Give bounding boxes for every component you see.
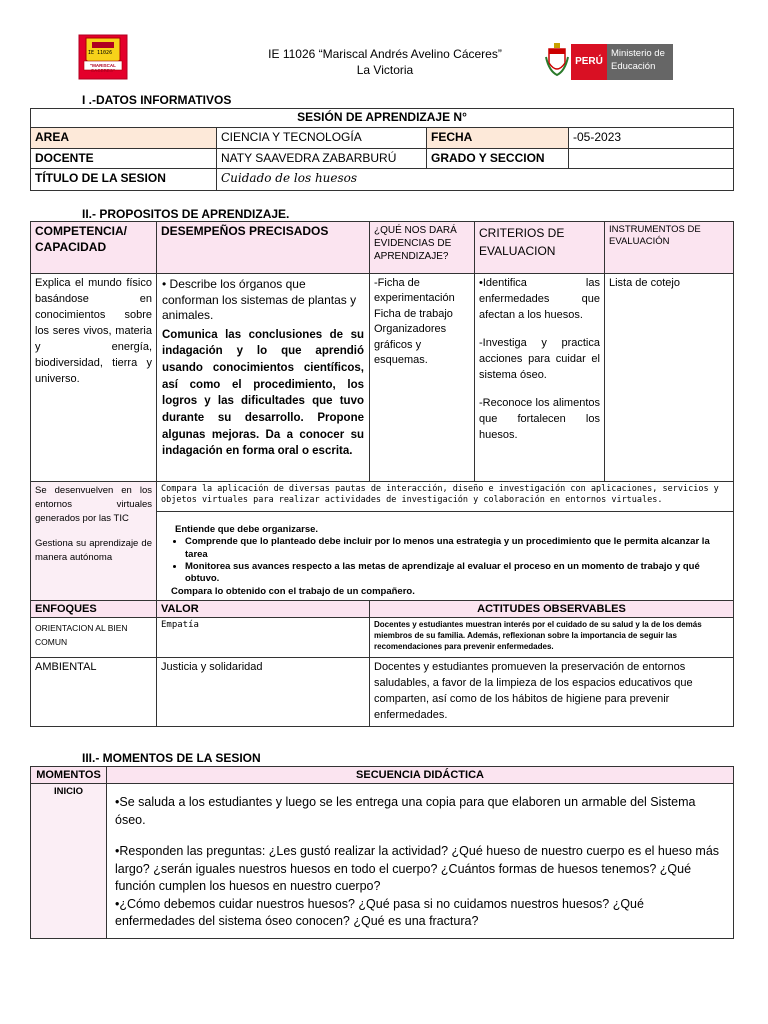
tic-competencia: Se desenvuelven en los entornos virtuales generados por las TIC [35,485,152,524]
tic-gestiona: Gestiona su aprendizaje de manera autónoma [35,538,152,564]
actitudes-header: ACTITUDES OBSERVABLES [370,601,734,618]
evidencia-1: -Ficha de experimentación [374,277,455,305]
autonomo-item-4: Compara lo obtenido con el trabajo de un compañero. [171,585,415,597]
actitud-1: Docentes y estudiantes muestran interés por el cuidado de su salud y la de los demás miembros de su familia. Además, reflexionan sobre la importancia de seguir las recomendaciones para prevenir enfermedades. [370,618,734,658]
grado-value [569,148,734,169]
instrumento-text: Lista de cotejo [605,274,734,482]
datos-table [30,108,734,191]
grado-label: GRADO Y SECCION [427,148,569,169]
autonomo-item-1: Entiende que debe organizarse. [175,524,319,535]
titulo-label: TÍTULO DE LA SESION [31,169,217,191]
enfoques-header: ENFOQUES [31,601,157,618]
fecha-label: FECHA [427,128,569,149]
actitud-2: Docentes y estudiantes promueven la preservación de entornos saludables, a favor de la limpieza de los espacios educativos que comparten, así como de los hábitos de higiene para prevenir enfermedades. [370,658,734,727]
ministry-name: Ministerio de Educación [611,48,665,72]
section3-title: III.- MOMENTOS DE LA SESION [82,751,261,765]
session-title: SESIÓN DE APRENDIZAJE N° [31,109,734,128]
momentos-header: MOMENTOS [31,767,107,784]
secuencia-header: SECUENCIA DIDÁCTICA [107,767,734,784]
school-name: IE 11026 “Mariscal Andrés Avelino Cáceres” [268,47,502,61]
criterio-1: •Identifica las enfermedades que afectan a los huesos. [479,277,600,321]
valor-2: Justicia y solidaridad [157,658,370,727]
area-value: CIENCIA Y TECNOLOGÍA [217,128,427,149]
propositos-table: COMPETENCIA/ CAPACIDAD DESEMPEÑOS PRECISADOS ¿QUÉ NOS DARÁ EVIDENCIAS DE APRENDIZAJE? CRITERIOS DE EVALUACION INSTRUMENTOS DE EVALUACIÓN Explica el mundo físico basándose en conocimientos sobre los seres vivos, materia y energía, biodiversidad, tierra y universo. • Describe los órganos que conforman los sistemas de plantas y animales. Comunica las conclusiones de su indagación y lo que aprendió usando conocimientos científicos, así como el procedimiento, los logros y las dificultades que tuvo durante su desarrollo. Propone algunas mejoras. Da a conocer su indagación en forma oral o escrita. -Ficha de experimentación Ficha de trabajo Organizadores gráficos y esquemas. •Identifica las enfermedades que afectan a los huesos. -Investiga y practica acciones para cuidar el sistema óseo. -Reconoce los alimentos que fortalecen los huesos. Lista de cotejo Se desenvuelven en los entornos virtuales generados por las TIC Gestiona su aprendizaje de manera autónoma Compara la aplicación de diversas pautas de interacción, diseño e investigación con aplicaciones, servicios y objetos virtuales para realizar actividades de investigación y colaboración en entornos virtuales. Entiende que debe organizarse. • Comprende que lo planteado debe incluir por lo menos una estrategia y un procedimiento que le permita alcanzar la tarea • Monitorea sus avances respecto a las metas de aprendizaje al evaluar el proceso en un momento de trabajo y qué obtuvo. Compara lo obtenido con el trabajo de un compañero. ENFOQUES VALOR ACTITUDES OBSERVABLES ORIENTACION AL BIEN COMUN Empatía Docentes y estudiantes muestran interés por el cuidado de su salud y la de los demás miembros de su familia. Además, reflexionan sobre la importancia de seguir las recomendaciones para prevenir enfermedades. AMBIENTAL Justicia y solidaridad Docentes y estudiantes promueven la preservación de entornos saludables, a favor de la limpieza de los espacios educativos que comparten, así como de los hábitos de higiene para prevenir enfermedades. [30,221,734,727]
enfoque-1: ORIENTACION AL BIEN COMUN [31,618,157,658]
autonomo-item-3: • Monitorea sus avances respecto a las metas de aprendizaje al evaluar el proceso en un momento de trabajo y qué obtuvo. [185,561,729,586]
criterio-2: -Investiga y practica acciones para cuidar el sistema óseo. [479,336,600,381]
peru-shield-icon [545,43,569,77]
enfoque-2: AMBIENTAL [31,658,157,727]
inicio-paragraph-3: •¿Cómo debemos cuidar nuestros huesos? ¿Qué pasa si no cuidamos nuestros huesos? ¿Qué enfermedades del sistema óseo conocen? ¿Qué es una fractura? [115,896,644,929]
momentos-table [30,766,734,939]
section2-title: II.- PROPOSITOS DE APRENDIZAJE. [82,207,290,221]
evidencia-3: Organizadores gráficos y esquemas. [374,323,447,366]
evidencias-header: ¿QUÉ NOS DARÁ EVIDENCIAS DE APRENDIZAJE? [370,222,475,274]
valor-header: VALOR [157,601,370,618]
inicio-label: INICIO [31,784,107,939]
titulo-value: Cuidado de los huesos [217,169,734,191]
district-name: La Victoria [356,63,414,77]
autonomo-item-2: • Comprende que lo planteado debe incluir por lo menos una estrategia y un procedimiento que le permita alcanzar la tarea [185,536,729,561]
peru-badge: PERÚ [571,44,607,80]
fecha-value: -05-2023 [569,128,734,149]
section1-title: I .-DATOS INFORMATIVOS [82,93,232,107]
ministry-logo [545,41,673,81]
inicio-paragraph-1: •Se saluda a los estudiantes y luego se les entrega una copia para que elaboren un armable del Sistema óseo. [115,795,696,827]
tic-desempeno: Compara la aplicación de diversas pautas de interacción, diseño e investigación con aplicaciones, servicios y objetos virtuales para realizar actividades de investigación y colaboración en entornos virtuales. [157,482,734,512]
criterios-header: CRITERIOS DE EVALUACION [475,222,605,274]
school-logo-number: IE 11026 [88,50,113,56]
docente-label: DOCENTE [31,148,217,169]
competencia-text: Explica el mundo físico basándose en conocimientos sobre los seres vivos, materia y energía, biodiversidad, tierra y universo. [31,274,157,482]
docente-value: NATY SAAVEDRA ZABARBURÚ [217,148,427,169]
desempeno-bullet: Describe los órganos que conforman los sistemas de plantas y animales. [162,277,357,323]
school-logo-text: "MARISCAL CACERES" [90,63,116,73]
area-label: AREA [31,128,217,149]
criterio-3: -Reconoce los alimentos que fortalecen los huesos. [479,396,600,441]
school-logo [78,34,128,80]
valor-1: Empatía [157,618,370,658]
competencia-header: COMPETENCIA/ CAPACIDAD [31,222,157,274]
desempeno-text: Comunica las conclusiones de su indagación y lo que aprendió usando conocimientos científicos, así como el procedimiento, los logros y las dificultades que tuvo durante su desarrollo. Propone algunas mejoras. Da a conocer su indagación en forma oral o escrita. [162,328,364,458]
instrumentos-header: INSTRUMENTOS DE EVALUACIÓN [605,222,734,274]
inicio-paragraph-2: •Responden las preguntas: ¿Les gustó realizar la actividad? ¿Qué hueso de nuestro cuerpo es el hueso más largo? ¿serán iguales nuestros huesos en todo el cuerpo? ¿Cuántos formas de huesos tenemos? ¿Qué función cumplen los huesos en nuestro cuerpo? [115,844,720,894]
desempenos-header: DESEMPEÑOS PRECISADOS [157,222,370,274]
evidencia-2: Ficha de trabajo [374,307,453,320]
